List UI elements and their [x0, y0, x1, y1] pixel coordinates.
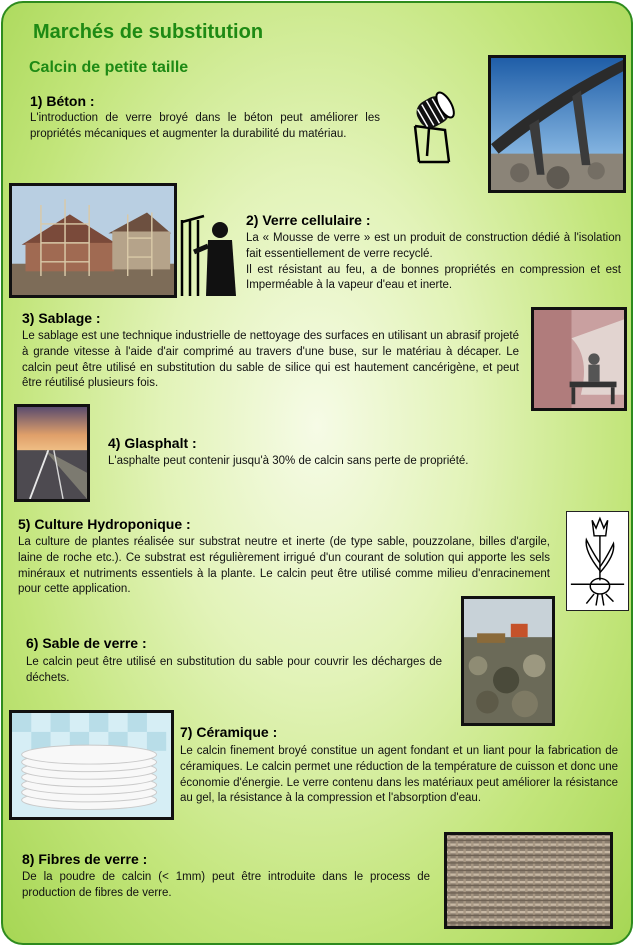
section-text-verre-cellulaire — [246, 231, 621, 294]
section-text-sablage: Le sablage est une technique industrielle de nettoyage des surfaces en utilisant un abrasif projeté à grande vitesse à l'aide d'air comprimé au travers d'une buse, sur le matériau à décaper. Le calcin peut être utilisé en substitution du sable de silice qui est hautement cancérigène, et peut être réutilisé plusieurs fois. — [22, 330, 519, 390]
section-text-hydroponique: La culture de plantes réalisée sur substrat neutre et inerte (de type sable, pouzzolane, billes d'argile, laine de roche etc.). Ce substrat est régulièrement irrigué d'un courant de solution qui apporte les sels minéraux et nutriments essentiels à la plante. Le calcin peut être utilisé comme milieu d'enracinement pour cette application. — [18, 536, 550, 596]
plates-photo — [9, 710, 174, 820]
road-photo — [14, 404, 90, 502]
section-heading-verre-cellulaire: 2) Verre cellulaire : — [246, 212, 371, 228]
section-text-beton: L'introduction de verre broyé dans le béton peut améliorer les propriétés mécaniques et augmenter la durabilité du matériau. — [30, 112, 380, 140]
section-heading-sablage: 3) Sablage : — [22, 310, 101, 326]
construction-photo — [9, 183, 177, 298]
gate-worker-icon — [180, 212, 242, 298]
section-heading-hydroponique: 5) Culture Hydroponique : — [18, 516, 191, 532]
section-text-fibres-de-verre: De la poudre de calcin (< 1mm) peut être introduite dans le process de production de fibres de verre. — [22, 871, 430, 899]
section-heading-ceramique: 7) Céramique : — [180, 724, 278, 740]
section-heading-beton: 1) Béton : — [30, 93, 95, 109]
cement-mixer-icon — [405, 86, 457, 166]
landfill-photo — [461, 596, 555, 726]
sandblasting-photo — [531, 307, 627, 411]
section-text-sable-de-verre: Le calcin peut être utilisé en substitution du sable pour couvrir les décharges de déchets. — [26, 656, 442, 684]
section-text-verre-cellulaire-2: Il est résistant au feu, a de bonnes propriétés en compression et est Imperméable à la vapeur d'eau et inerte. — [246, 263, 621, 292]
page-subtitle: Calcin de petite taille — [29, 59, 189, 76]
section-text-ceramique: Le calcin finement broyé constitue un agent fondant et un liant pour la fabrication de céramiques. Le calcin permet une réduction de la température de cuisson et donc une économie d'énergie. Le verre contenu dans les matériaux peut améliorer la résistance au gel, la résistance à la compression et l'absorption d'eau. — [180, 745, 618, 805]
tulip-bulb-icon — [566, 511, 629, 611]
section-text-verre-cellulaire-1: La « Mousse de verre » est un produit de construction dédié à l'isolation fait essentiellement de verre recyclé. — [246, 232, 621, 260]
page-title: Marchés de substitution — [33, 21, 264, 43]
bridge-photo — [488, 55, 626, 193]
section-heading-glasphalt: 4) Glasphalt : — [108, 435, 197, 451]
info-panel — [1, 1, 633, 945]
fiberglass-mesh-photo — [444, 832, 613, 929]
section-heading-sable-de-verre: 6) Sable de verre : — [26, 635, 147, 651]
section-heading-fibres-de-verre: 8) Fibres de verre : — [22, 851, 148, 867]
section-text-glasphalt: L'asphalte peut contenir jusqu'à 30% de calcin sans perte de propriété. — [108, 455, 469, 467]
